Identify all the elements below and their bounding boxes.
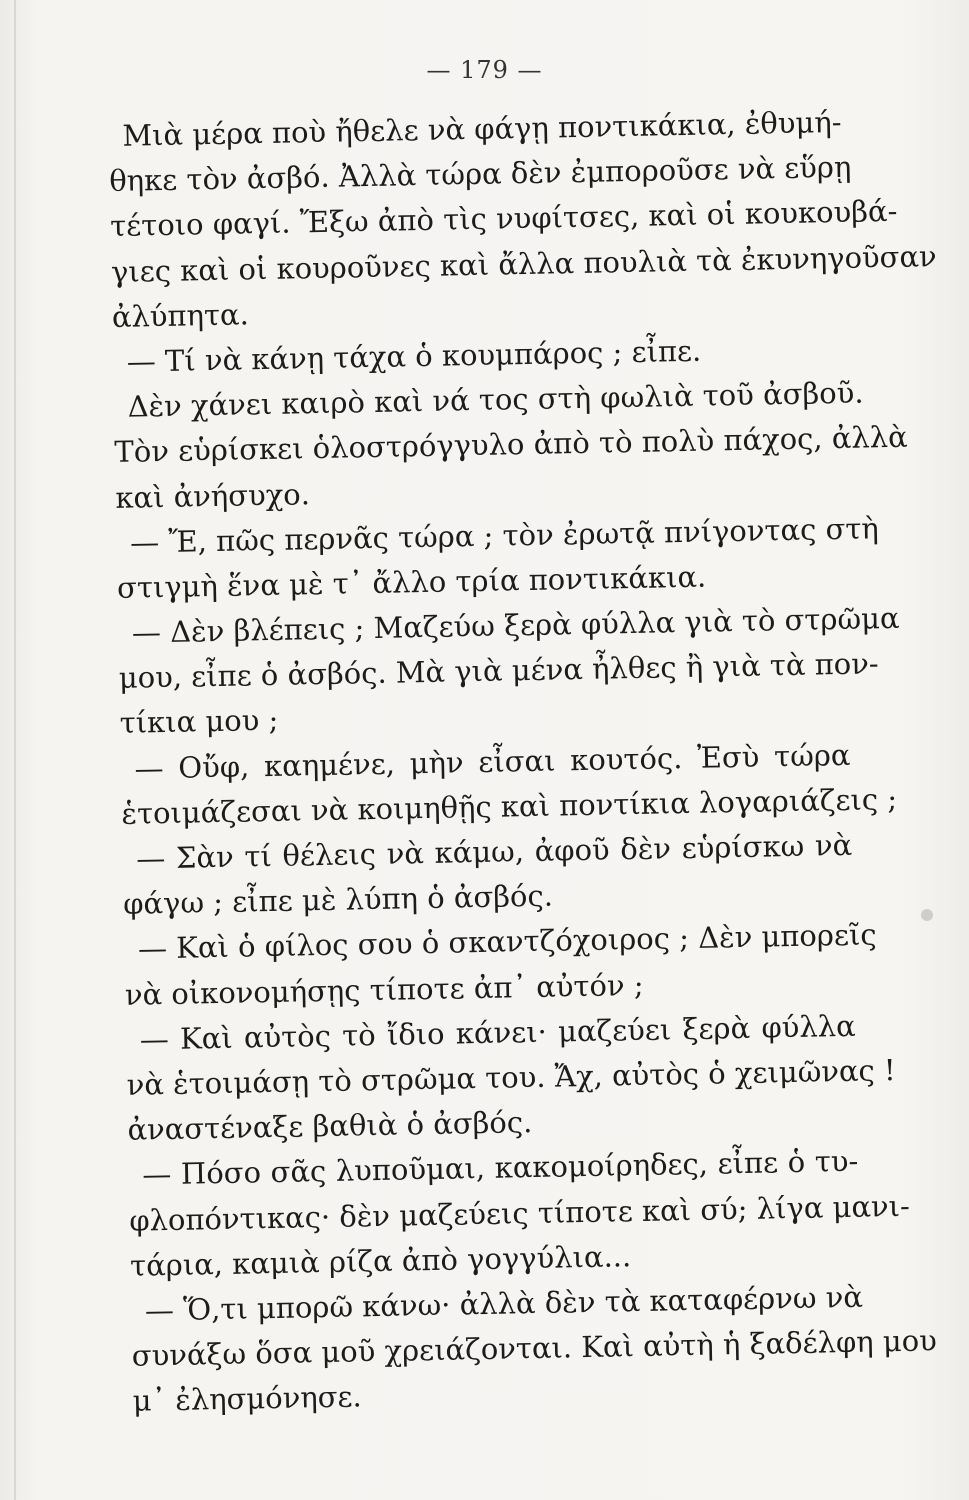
text-line: — Τί νὰ κάνῃ τάχα ὁ κουμπάρος ; εἶπε.: [126, 333, 702, 379]
text-line: — Ἔ, πῶς περνᾶς τώρα ; τὸν ἐρωτᾷ πνίγοντας στὴ: [129, 510, 880, 560]
text-line: νὰ οἰκονομήσῃς τίποτε ἀπ᾽ αὐτόν ;: [124, 967, 644, 1012]
text-line: — Οὔφ, καημένε, μὴν εἶσαι κουτός. Ἐσὺ τώρα: [134, 737, 851, 786]
text-line: στιγμὴ ἕνα μὲ τ᾽ ἄλλο τρία ποντικάκια.: [116, 559, 707, 605]
text-line: ἀλύπητα.: [111, 297, 250, 334]
text-line: — Δὲν βλέπεις ; Μαζεύω ξερὰ φύλλα γιὰ τὸ στρῶμα: [131, 600, 900, 650]
paper-spot: [921, 909, 933, 921]
text-line: Μιὰ μέρα ποὺ ἤθελε νὰ φάγῃ ποντικάκια, ἐθυμή-: [122, 104, 842, 153]
text-line: Τὸν εὑρίσκει ὁλοστρόγγυλο ἀπὸ τὸ πολὺ πάχος, ἀλλὰ: [114, 420, 909, 470]
text-line: καὶ ἀνήσυχο.: [115, 476, 311, 515]
text-line: τέτοιο φαγί. Ἔξω ἀπὸ τὶς νυφίτσες, καὶ οἱ κουκουβά-: [109, 194, 898, 244]
text-line: φάγω ; εἶπε μὲ λύπη ὁ ἀσβός.: [122, 878, 554, 922]
text-line: τάρια, καμιὰ ρίζα ἀπὸ γογγύλια...: [129, 1238, 632, 1283]
text-line: φλοπόντικας· δὲν μαζεύεις τίποτε καὶ σύ; λίγα μανι-: [128, 1188, 911, 1238]
text-line: μ᾽ ἐλησμόνησε.: [132, 1379, 363, 1419]
text-line: τίκια μου ;: [119, 703, 279, 741]
text-line: — Ὅ,τι μπορῶ κάνω· ἀλλὰ δὲν τὰ καταφέρνω νὰ: [144, 1279, 864, 1328]
text-line: — Σὰν τί θέλεις νὰ κάμω, ἀφοῦ δὲν εὑρίσκω νὰ: [135, 827, 853, 876]
text-line: συνάξω ὅσα μοῦ χρειάζονται. Καὶ αὐτὴ ἡ ξαδέλφη μου: [131, 1323, 938, 1373]
text-line: μου, εἶπε ὁ ἀσβός. Μὰ γιὰ μένα ἦλθες ἢ γιὰ τὰ πον-: [118, 646, 879, 696]
body-text: [108, 100, 938, 1424]
text-line: — Πόσο σᾶς λυποῦμαι, κακομοίρηδες, εἶπε ὁ τυ-: [142, 1144, 859, 1192]
text-line: — Καὶ ὁ φίλος σου ὁ σκαντζόχοιρος ; Δὲν μπορεῖς: [137, 917, 877, 966]
text-line: γιες καὶ οἱ κουροῦνες καὶ ἄλλα πουλιὰ τὰ ἐκυνηγοῦσαν: [110, 238, 937, 289]
text-line: νὰ ἑτοιμάσῃ τὸ στρῶμα του. Ἄχ, αὐτὸς ὁ χειμῶνας !: [126, 1052, 896, 1102]
page-number: — 179 —: [426, 56, 543, 84]
page-edge-shadow: [14, 0, 16, 1500]
text-line: — Καὶ αὐτὸς τὸ ἴδιο κάνει· μαζεύει ξερὰ φύλλα: [139, 1008, 856, 1057]
text-line: ἀναστέναξε βαθιὰ ὁ ἀσβός.: [127, 1105, 533, 1147]
text-line: Δὲν χάνει καιρὸ καὶ νά τος στὴ φωλιὰ τοῦ ἀσβοῦ.: [127, 375, 864, 424]
text-line: θηκε τὸν ἀσβό. Ἀλλὰ τώρα δὲν ἐμποροῦσε νὰ εὕρῃ: [108, 149, 852, 199]
text-line: ἑτοιμάζεσαι νὰ κοιμηθῇς καὶ ποντίκια λογαριάζεις ;: [121, 781, 898, 831]
